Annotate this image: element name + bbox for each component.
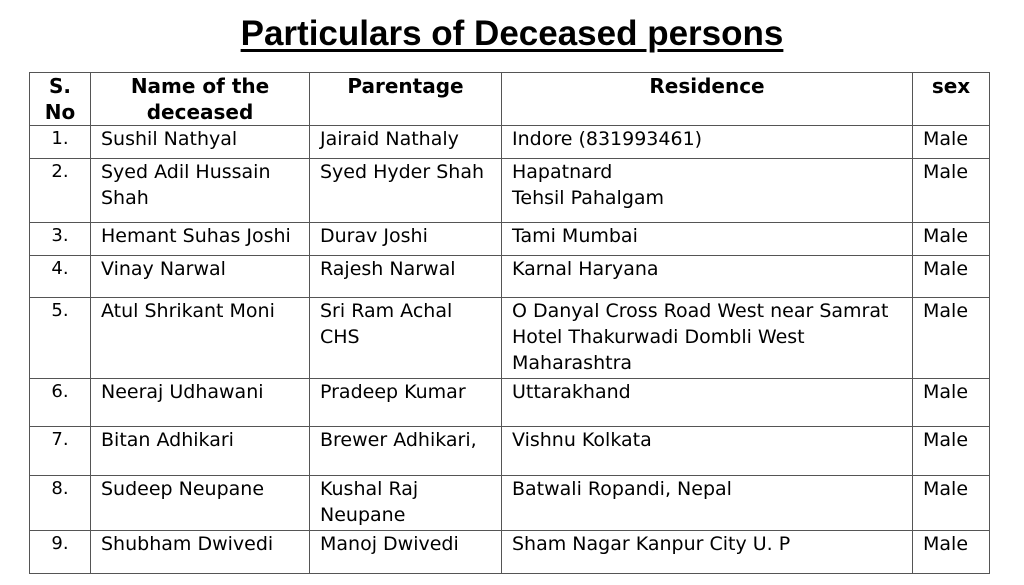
cell-sex: Male (913, 427, 990, 476)
cell-name: Syed Adil Hussain Shah (91, 159, 310, 223)
cell-sno: 7. (30, 427, 91, 476)
cell-sex: Male (913, 126, 990, 159)
document-title-text: Particulars of Deceased persons (240, 14, 784, 53)
cell-parentage: Syed Hyder Shah (310, 159, 502, 223)
cell-parentage: Jairaid Nathaly (310, 126, 502, 159)
cell-parentage: Sri Ram Achal CHS (310, 298, 502, 379)
table-row (30, 379, 990, 427)
table-header-row (30, 73, 990, 126)
header-sno: S. No (30, 73, 91, 126)
cell-name: Hemant Suhas Joshi (91, 223, 310, 256)
table-row (30, 223, 990, 256)
table-row (30, 159, 990, 223)
cell-name: Sudeep Neupane (91, 476, 310, 531)
table-row (30, 298, 990, 379)
cell-sno: 9. (30, 531, 91, 574)
cell-sex: Male (913, 223, 990, 256)
cell-residence: Vishnu Kolkata (502, 427, 913, 476)
header-sex: sex (913, 73, 990, 126)
cell-sno: 4. (30, 256, 91, 298)
table-row (30, 427, 990, 476)
cell-sno: 5. (30, 298, 91, 379)
table-row (30, 256, 990, 298)
cell-name: Shubham Dwivedi (91, 531, 310, 574)
table-row (30, 531, 990, 574)
cell-parentage: Rajesh Narwal (310, 256, 502, 298)
cell-name: Bitan Adhikari (91, 427, 310, 476)
cell-name: Neeraj Udhawani (91, 379, 310, 427)
cell-parentage: Brewer Adhikari, (310, 427, 502, 476)
cell-parentage: Durav Joshi (310, 223, 502, 256)
cell-sno: 8. (30, 476, 91, 531)
cell-sex: Male (913, 298, 990, 379)
header-residence: Residence (502, 73, 913, 126)
cell-sex: Male (913, 379, 990, 427)
cell-residence: Batwali Ropandi, Nepal (502, 476, 913, 531)
cell-parentage: Pradeep Kumar (310, 379, 502, 427)
cell-sex: Male (913, 531, 990, 574)
document-title (0, 12, 1024, 56)
table-row (30, 126, 990, 159)
cell-parentage: Kushal Raj Neupane (310, 476, 502, 531)
table-row (30, 476, 990, 531)
deceased-table (29, 72, 990, 574)
cell-sno: 3. (30, 223, 91, 256)
cell-residence: Hapatnard Tehsil Pahalgam (502, 159, 913, 223)
cell-residence: Karnal Haryana (502, 256, 913, 298)
cell-name: Sushil Nathyal (91, 126, 310, 159)
cell-sno: 1. (30, 126, 91, 159)
cell-name: Vinay Narwal (91, 256, 310, 298)
cell-sno: 6. (30, 379, 91, 427)
cell-residence: Tami Mumbai (502, 223, 913, 256)
cell-sex: Male (913, 256, 990, 298)
cell-sex: Male (913, 159, 990, 223)
cell-sno: 2. (30, 159, 91, 223)
cell-parentage: Manoj Dwivedi (310, 531, 502, 574)
cell-residence: Indore (831993461) (502, 126, 913, 159)
cell-residence: Uttarakhand (502, 379, 913, 427)
cell-residence: Sham Nagar Kanpur City U. P (502, 531, 913, 574)
cell-name: Atul Shrikant Moni (91, 298, 310, 379)
cell-sex: Male (913, 476, 990, 531)
header-name: Name of the deceased (91, 73, 310, 126)
header-parentage: Parentage (310, 73, 502, 126)
cell-residence: O Danyal Cross Road West near Samrat Hotel Thakurwadi Dombli West Maharashtra (502, 298, 913, 379)
